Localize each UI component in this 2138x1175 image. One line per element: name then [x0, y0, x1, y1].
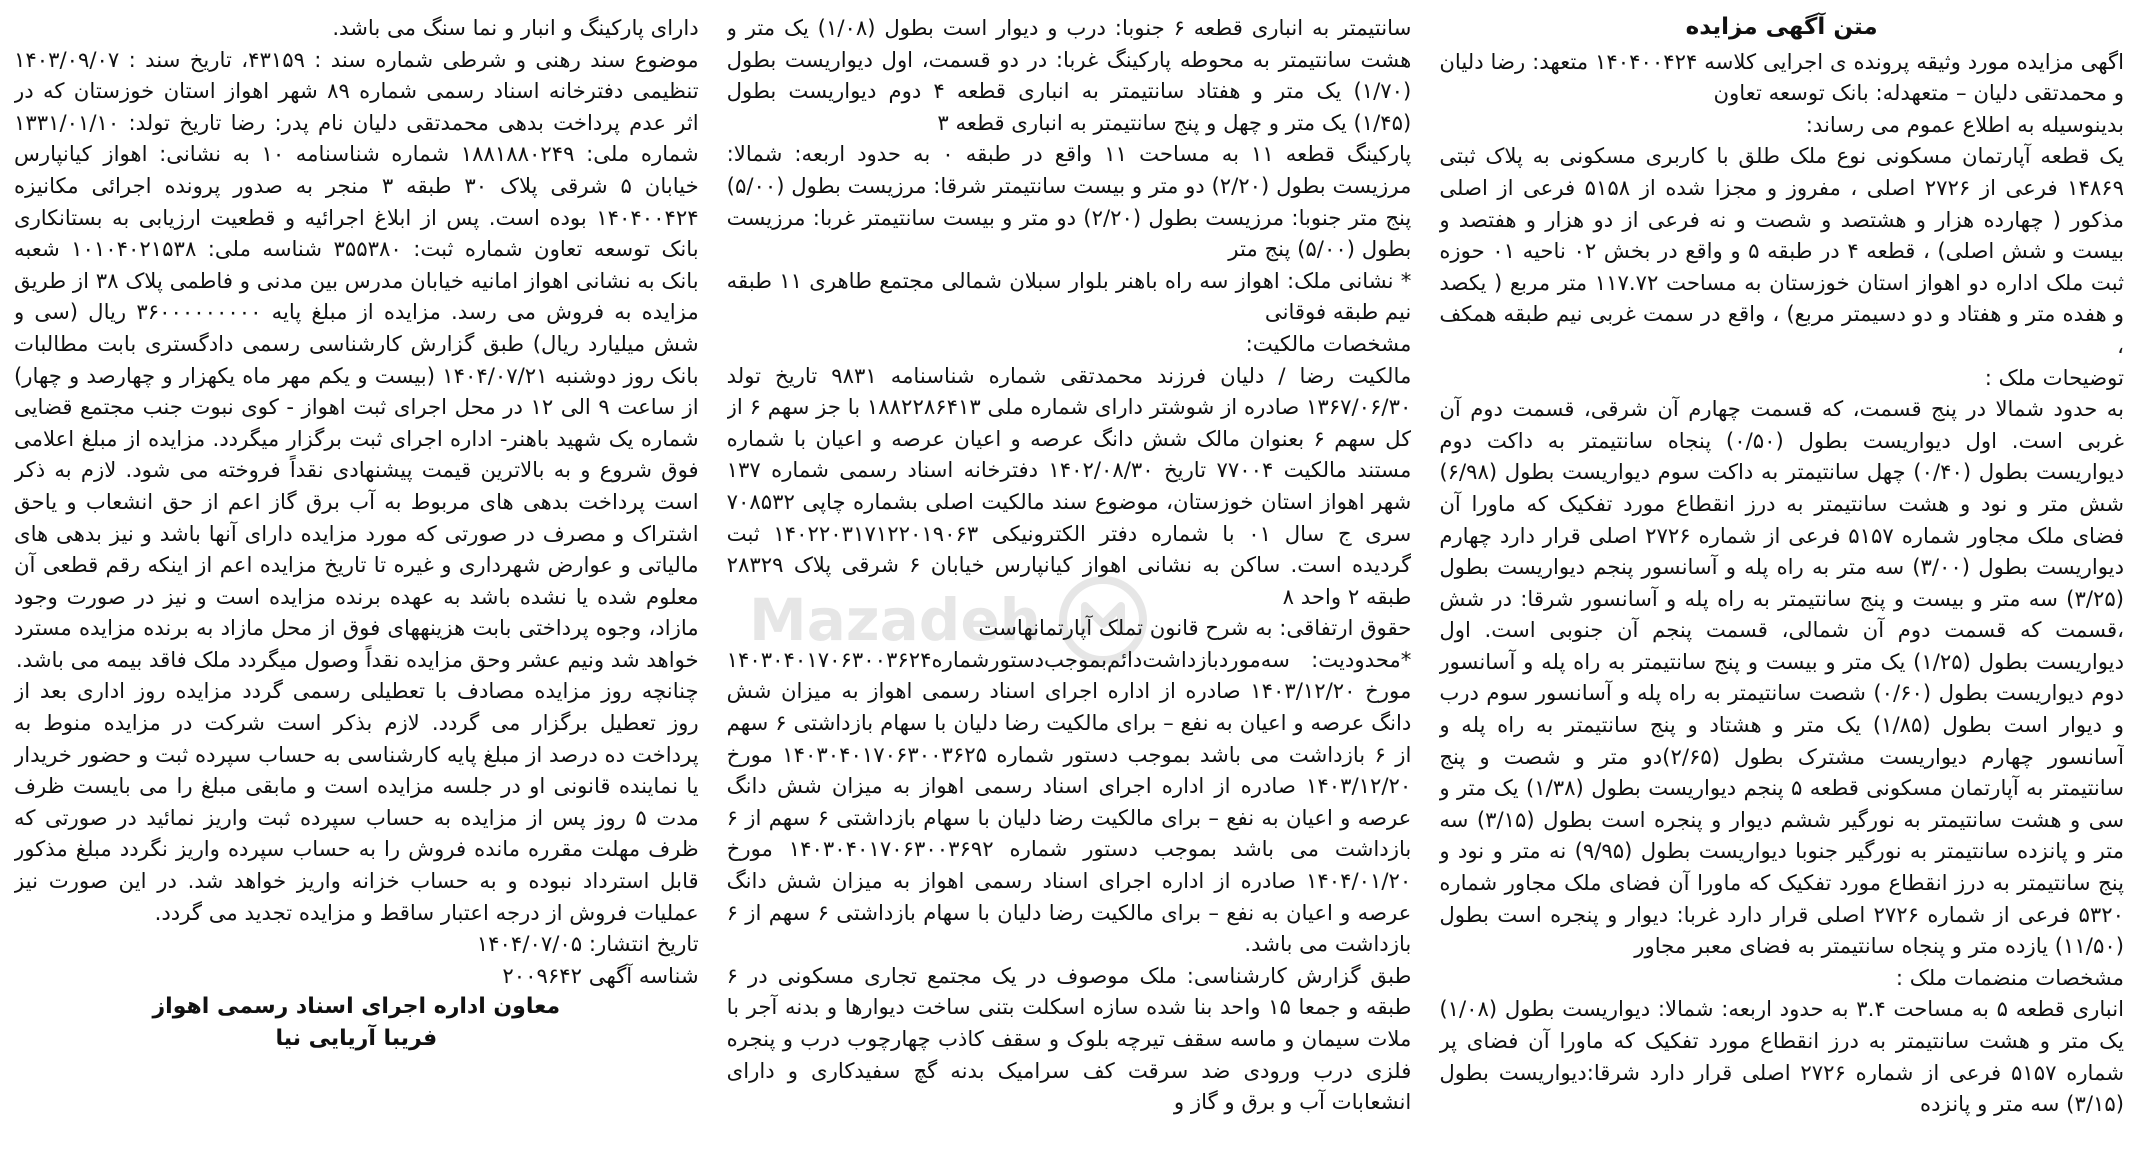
- section-heading: مشخصات منضمات ملک :: [1895, 964, 2124, 990]
- notice-paragraph: * نشانی ملک: اهواز سه راه باهنر بلوار سبلان شمالی مجتمع طاهری ۱۱ طبقه نیم طبقه فوقانی: [726, 267, 1412, 325]
- publish-date: تاریخ انتشار: ۱۴۰۴/۰۷/۰۵: [476, 931, 699, 957]
- notice-title: متن آگهی مزایده: [1685, 14, 1878, 40]
- notice-paragraph: طبق گزارش کارشناسی: ملک موصوف در یک مجتمع تجاری مسکونی در ۶ طبقه و جمعا ۱۵ واحد بنا شده سازه اسکلت بتنی ساخت دیوارها و بدنه آجر با ملات سیمان و ماسه سقف تیرچه بلوک و سقف کاذب چهارچوب درب و پنجره فلزی درب ورودی ضد سرقت کف سرامیک بدنه گچ سفیدکاری و دارای انشعابات آب و برق و گاز و: [726, 962, 1412, 1115]
- watermark-text: Mazadeh: [749, 586, 1041, 654]
- section-heading: توضیحات ملک :: [1984, 364, 2124, 390]
- column-left: [14, 12, 699, 1165]
- notice-paragraph: به حدود شمالا در پنج قسمت، که قسمت چهارم آن شرقی، قسمت دوم آن غربی است. اول دیواریست بطول (۰/۵۰) پنجاه سانتیمتر به داکت دوم دیواریست بطول (۰/۴۰) چهل سانتیمتر به داکت سوم دیواریست بطول (۶/۹۸) شش متر و نود و هشت سانتیمتر به درز انقطاع مورد تفکیک که ماورا آن فضای ملک مجاور شماره ۵۱۵۷ فرعی از شماره ۲۷۲۶ اصلی قرار دارد چهارم دیواریست بطول (۳/۰۰) سه متر به راه پله و آسانسور پنجم دیواریست بطول (۳/۲۵) سه متر و بیست و پنج سانتیمتر به راه پله و آسانسور شرقا: در شش ،قسمت که قسمت دوم آن شمالی، قسمت پنجم آن جنوبی است. اول دیواریست بطول (۱/۲۵) یک متر و بیست و پنج سانتیمتر به راه پله و آسانسور دوم دیواریست بطول (۰/۶۰) شصت سانتیمتر به راه پله و آسانسور سوم درب و دیوار است بطول (۱/۸۵) یک متر و هشتاد و پنج سانتیمتر به راه پله و آسانسور چهارم دیواریست مشترک بطول (۲/۶۵)دو متر و شصت و پنج سانتیمتر به آپارتمان مسکونی قطعه ۵ پنجم دیواریست بطول (۱/۳۸) یک متر و سی و هشت سانتیمتر به نورگیر ششم دیوار و پنجره است بطول (۳/۱۵) سه متر و پانزده سانتیمتر به نورگیر جنوبا دیواریست بطول (۹/۹۵) نه متر و نود و پنج سانتیمتر به درز انقطاع مورد تفکیک که ماورا آن فضای ملک مجاور شماره ۵۳۲۰ فرعی از شماره ۲۷۲۶ اصلی قرار دارد غربا: دیوار و پنجره است بطول (۱۱/۵۰) یازده متر و پنجاه سانتیمتر به فضای معبر مجاور: [1439, 396, 2124, 959]
- notice-paragraph: حقوق ارتفاقی: به شرح قانون تملک آپارتمانهاست: [978, 615, 1412, 641]
- notice-paragraph: چنانچه روز مزایده مصادف با تعطیلی رسمی گردد مزایده روز اداری بعد از روز تعطیل برگزار می گردد. لازم بذکر است شرکت در مزایده منوط به پرداخت ده درصد از مبلغ پایه کارشناسی به حساب سپرده ثبت و حضور خریدار یا نماینده قانونی او در جلسه مزایده است و مابقی مبلغ را می بایست ظرف مدت ۵ روز پس از مزایده به حساب سپرده ثبت واریز نمائید در صورتی که ظرف مهلت مقرره مانده فروش را به حساب سپرده واریز نگردد مبلغ مذکور قابل استرداد نبوده و به حساب خزانه واریز خواهد شد. در این صورت نیز عملیات فروش از درجه اعتبار ساقط و مزایده تجدید می گردد.: [13, 678, 699, 925]
- notice-paragraph: اگهی مزایده مورد وثیقه پرونده ی اجرایی کلاسه ۱۴۰۴۰۰۴۲۴ متعهد: رضا دلیان و محمدتقی دلیان – متعهدله: بانک توسعه تعاون: [1439, 48, 2124, 106]
- notice-paragraph: یک قطعه آپارتمان مسکونی نوع ملک طلق با کاربری مسکونی به پلاک ثبتی ۱۴۸۶۹ فرعی از ۲۷۲۶ اصلی ، مفروز و مجزا شده از ۵۱۵۸ فرعی از اصلی مذکور ( چهارده هزار و هشتصد و شصت و نه فرعی از دو هزار و هفتصد و بیست و شش اصلی) ، قطعه ۴ در طبقه ۵ و واقع در بخش ۰۲ ناحیه ۰۱ حوزه ثبت ملک اداره دو اهواز استان خوزستان به مساحت ۱۱۷.۷۲ متر مربع ( یکصد و هفده متر و هفتاد و دو دسیمتر مربع) ، واقع در سمت غربی نیم طبقه همکف ،: [1439, 143, 2124, 358]
- signature-name: فریبا آریایی نیا: [275, 1026, 438, 1051]
- notice-paragraph: *محدودیت: سه‌موردبازداشت‌دائم‌بموجب‌دستورشماره۱۴۰۳۰۴۰۱۷۰۶۳۰۰۳۶۲۴ مورخ ۱۴۰۳/۱۲/۲۰ صادره از اداره اجرای اسناد رسمی اهواز به میزان شش دانگ عرصه و اعیان به نفع – برای مالکیت رضا دلیان با سهام بازداشتی ۶ سهم از ۶ بازداشت می باشد بموجب دستور شماره ۱۴۰۳۰۴۰۱۷۰۶۳۰۰۳۶۲۵ مورخ ۱۴۰۳/۱۲/۲۰ صادره از اداره اجرای اسناد رسمی اهواز به میزان شش دانگ عرصه و اعیان به نفع – برای مالکیت رضا دلیان با سهام بازداشتی ۶ سهم از ۶ بازداشت می باشد بموجب دستور شماره ۱۴۰۳۰۴۰۱۷۰۶۳۰۰۳۶۹۲ مورخ ۱۴۰۴/۰۱/۲۰ صادره از اداره اجرای اسناد رسمی اهواز به میزان شش دانگ عرصه و اعیان به نفع – برای مالکیت رضا دلیان با سهام بازداشتی ۶ سهم از ۶ بازداشت می باشد.: [726, 646, 1412, 957]
- notice-paragraph: سانتیمتر به انباری قطعه ۶ جنوبا: درب و دیوار است بطول (۱/۰۸) یک متر و هشت سانتیمتر به محوطه پارکینگ غربا: در دو قسمت، اول دیواریست بطول (۱/۷۰) یک متر و هفتاد سانتیمتر به انباری قطعه ۴ دوم دیواریست بطول (۱/۴۵) یک متر و چهل و پنج سانتیمتر به انباری قطعه ۳: [726, 15, 1412, 135]
- notice-paragraph: پارکینگ قطعه ۱۱ به مساحت ۱۱ واقع در طبقه ۰ به حدود اربعه: شمالا: مرزیست بطول (۲/۲۰) دو متر و بیست سانتیمتر شرقا: مرزیست بطول (۵/۰۰) پنج متر جنوبا: مرزیست بطول (۲/۲۰) دو متر و بیست سانتیمتر غربا: مرزیست بطول (۵/۰۰) پنج متر: [726, 141, 1412, 262]
- column-right: [1439, 12, 2124, 1165]
- section-heading: مشخصات مالکیت:: [1245, 330, 1412, 356]
- notice-paragraph: دارای پارکینگ و انبار و نما سنگ می باشد.: [332, 15, 699, 40]
- column-middle: [727, 12, 1412, 1165]
- notice-paragraph: بدینوسیله به اطلاع عموم می رساند:: [1805, 111, 2124, 137]
- notice-id: شناسه آگهی ۲۰۰۹۶۴۲: [502, 962, 699, 988]
- notice-paragraph: موضوع سند رهنی و شرطی شماره سند : ۴۳۱۵۹، تاریخ سند : ۱۴۰۳/۰۹/۰۷ تنظیمی دفترخانه اسناد رسمی شماره ۸۹ شهر اهواز استان خوزستان که در اثر عدم پرداخت بدهی محمدتقی دلیان نام پدر: رضا تاریخ تولد: ۱۳۳۱/۰۱/۱۰ شماره ملی: ۱۸۸۱۸۸۰۲۴۹ شماره شناسنامه ۱۰ به نشانی: اهواز کیانپارس خیابان ۵ شرقی پلاک ۳۰ طبقه ۳ منجر به صدور پرونده اجرائی مکانیزه ۱۴۰۴۰۰۴۲۴ بوده است. پس از ابلاغ اجرائیه و قطعیت ارزیابی به بستانکاری بانک توسعه تعاون شماره ثبت: ۳۵۵۳۸۰ شناسه ملی: ۱۰۱۰۴۰۲۱۵۳۸ شعبه بانک به نشانی اهواز امانیه خیابان مدرس بین مدنی و فاطمی پلاک ۳۸ از طریق مزایده به فروش می رسد. مزایده از مبلغ پایه ۳۶۰۰۰۰۰۰۰۰۰ ریال (سی و شش میلیارد ریال) طبق گزارش کارشناسی رسمی دادگستری بابت مطالبات بانک روز دوشنبه ۱۴۰۴/۰۷/۲۱ (بیست و یکم مهر ماه یکهزار و چهارصد و چهار) از ساعت ۹ الی ۱۲ در محل اجرای ثبت اهواز - کوی نبوت جنب مجتمع قضایی شماره یک شهید باهنر- اداره اجرای ثبت برگزار میگردد. مزایده از مبلغ اعلامی فوق شروع و به بالاترین قیمت پیشنهادی نقداً فروخته می شود. لازم به ذکر است پرداخت بدهی های مربوط به آب برق گاز اعم از حق انشعاب و یاحق اشتراک و مصرف در صورتی که مورد مزایده دارای آنها باشد و نیز بدهی های مالیاتی و عوارض شهرداری و غیره تا تاریخ مزایده اعم از اینکه رقم قطعی آن معلوم شده یا نشده باشد به عهده برنده مزایده است و نیز در صورت وجود مازاد، وجوه پرداختی بابت هزینههای فوق از محل مازاد به برنده مزایده مسترد خواهد شد ونیم عشر وحق مزایده نقداً وصول میگردد ملک فاقد بیمه می باشد.: [13, 46, 699, 672]
- signature-title: معاون اداره اجرای اسناد رسمی اهواز: [152, 994, 561, 1020]
- notice-paragraph: انباری قطعه ۵ به مساحت ۳.۴ به حدود اربعه: شمالا: دیواریست بطول (۱/۰۸) یک متر و هشت سانتیمتر به درز انقطاع مورد تفکیک که ماورا آن فضای پر شماره ۵۱۵۷ فرعی از شماره ۲۷۲۶ اصلی قرار دارد شرقا:دیواریست بطول (۳/۱۵) سه متر و پانزده: [1439, 996, 2124, 1117]
- notice-paragraph: مالکیت رضا / دلیان فرزند محمدتقی شماره شناسنامه ۹۸۳۱ تاریخ تولد ۱۳۶۷/۰۶/۳۰ صادره از شوشتر دارای شماره ملی ۱۸۸۲۲۸۶۴۱۳ با جز سهم ۶ از کل سهم ۶ بعنوان مالک شش دانگ عرصه و اعیان عرصه و اعیان با شماره مستند مالکیت ۷۷۰۰۴ تاریخ ۱۴۰۲/۰۸/۳۰ دفترخانه اسناد رسمی شماره ۱۳۷ شهر اهواز استان خوزستان، موضوع سند مالکیت اصلی بشماره چاپی ۷۰۸۵۳۲ سری ج سال ۰۱ با شماره دفتر الکترونیکی ۱۴۰۲۲۰۳۱۷۱۲۲۰۱۹۰۶۳ ثبت گردیده است. ساکن به نشانی اهواز کیانپارس خیابان ۶ شرقی پلاک ۲۸۳۲۹ طبقه ۲ واحد ۸: [726, 362, 1412, 609]
